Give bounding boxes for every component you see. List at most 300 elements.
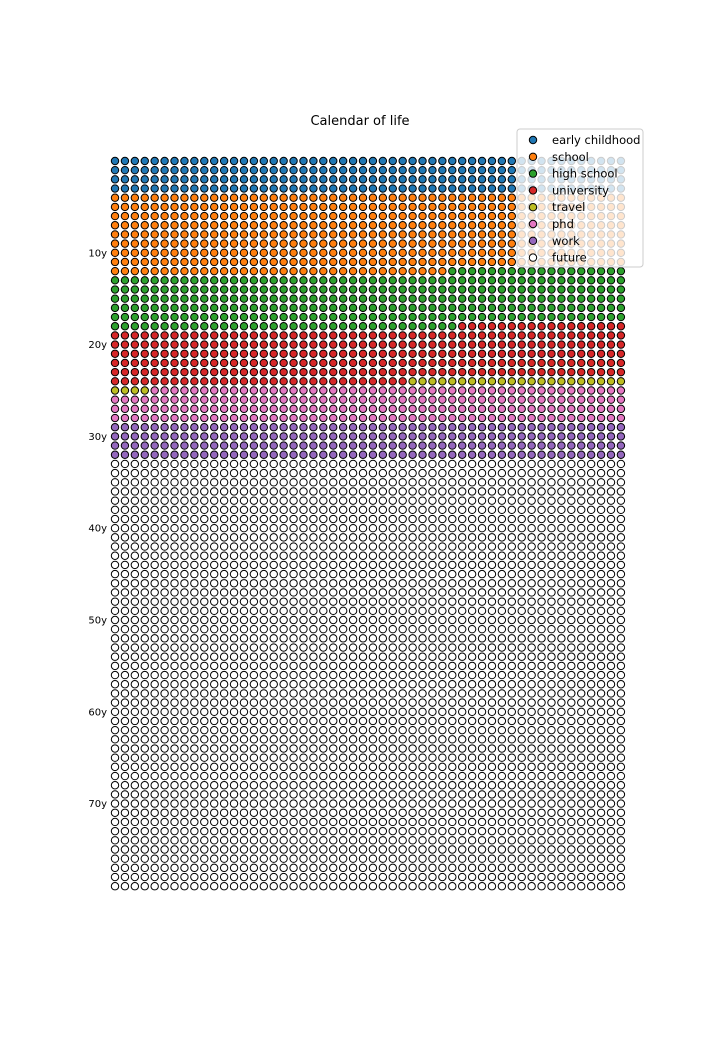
week-dot — [359, 598, 366, 605]
week-dot — [339, 534, 346, 541]
week-dot — [449, 414, 456, 421]
week-dot — [548, 359, 555, 366]
week-dot — [191, 350, 198, 357]
week-dot — [151, 341, 158, 348]
week-dot — [468, 341, 475, 348]
week-dot — [498, 313, 505, 320]
week-dot — [181, 534, 188, 541]
week-dot — [429, 534, 436, 541]
week-dot — [359, 515, 366, 522]
week-dot — [330, 258, 337, 265]
week-dot — [409, 240, 416, 247]
week-dot — [568, 552, 575, 559]
week-dot — [201, 782, 208, 789]
week-dot — [211, 837, 218, 844]
week-dot — [468, 433, 475, 440]
week-dot — [359, 818, 366, 825]
week-dot — [498, 525, 505, 532]
week-dot — [201, 240, 208, 247]
week-dot — [518, 387, 525, 394]
week-dot — [399, 607, 406, 614]
week-dot — [131, 451, 138, 458]
week-dot — [548, 479, 555, 486]
week-dot — [508, 479, 515, 486]
week-dot — [161, 295, 168, 302]
week-dot — [161, 258, 168, 265]
week-dot — [518, 350, 525, 357]
week-dot — [498, 469, 505, 476]
week-dot — [191, 589, 198, 596]
week-dot — [607, 442, 614, 449]
week-dot — [439, 726, 446, 733]
week-dot — [587, 736, 594, 743]
week-dot — [518, 846, 525, 853]
week-dot — [488, 635, 495, 642]
week-dot — [250, 625, 257, 632]
week-dot — [320, 598, 327, 605]
week-dot — [379, 864, 386, 871]
week-dot — [578, 589, 585, 596]
week-dot — [488, 552, 495, 559]
week-dot — [131, 827, 138, 834]
week-dot — [339, 846, 346, 853]
week-dot — [300, 304, 307, 311]
week-dot — [528, 460, 535, 467]
week-dot — [320, 552, 327, 559]
week-dot — [587, 332, 594, 339]
week-dot — [578, 414, 585, 421]
week-dot — [121, 818, 128, 825]
week-dot — [399, 295, 406, 302]
week-dot — [587, 267, 594, 274]
week-dot — [369, 837, 376, 844]
week-dot — [171, 589, 178, 596]
legend-label: future — [552, 250, 587, 265]
week-dot — [161, 662, 168, 669]
week-dot — [459, 332, 466, 339]
week-dot — [220, 442, 227, 449]
week-dot — [220, 396, 227, 403]
week-dot — [389, 855, 396, 862]
week-dot — [280, 883, 287, 890]
week-dot — [211, 332, 218, 339]
week-dot — [548, 396, 555, 403]
week-dot — [181, 323, 188, 330]
week-dot — [419, 286, 426, 293]
week-dot — [161, 359, 168, 366]
week-dot — [320, 717, 327, 724]
week-dot — [389, 662, 396, 669]
week-dot — [181, 763, 188, 770]
week-dot — [339, 451, 346, 458]
week-dot — [181, 497, 188, 504]
week-dot — [578, 653, 585, 660]
week-dot — [349, 671, 356, 678]
week-dot — [151, 772, 158, 779]
week-dot — [419, 304, 426, 311]
week-dot — [171, 855, 178, 862]
week-dot — [339, 203, 346, 210]
week-dot — [161, 405, 168, 412]
week-dot — [121, 157, 128, 164]
week-dot — [131, 745, 138, 752]
week-dot — [339, 616, 346, 623]
week-dot — [230, 515, 237, 522]
week-dot — [558, 864, 565, 871]
week-dot — [250, 497, 257, 504]
week-dot — [349, 350, 356, 357]
week-dot — [270, 699, 277, 706]
week-dot — [121, 414, 128, 421]
week-dot — [538, 653, 545, 660]
week-dot — [429, 543, 436, 550]
week-dot — [607, 589, 614, 596]
week-dot — [389, 763, 396, 770]
week-dot — [201, 506, 208, 513]
week-dot — [409, 818, 416, 825]
week-dot — [260, 846, 267, 853]
week-dot — [260, 616, 267, 623]
week-dot — [280, 616, 287, 623]
week-dot — [419, 570, 426, 577]
week-dot — [429, 644, 436, 651]
week-dot — [578, 616, 585, 623]
week-dot — [399, 479, 406, 486]
week-dot — [151, 864, 158, 871]
week-dot — [548, 653, 555, 660]
week-dot — [131, 754, 138, 761]
week-dot — [429, 525, 436, 532]
week-dot — [330, 736, 337, 743]
week-dot — [191, 515, 198, 522]
week-dot — [111, 570, 118, 577]
week-dot — [250, 883, 257, 890]
week-dot — [439, 286, 446, 293]
week-dot — [211, 469, 218, 476]
week-dot — [607, 387, 614, 394]
week-dot — [459, 295, 466, 302]
week-dot — [250, 809, 257, 816]
week-dot — [478, 772, 485, 779]
week-dot — [310, 332, 317, 339]
week-dot — [607, 717, 614, 724]
week-dot — [379, 506, 386, 513]
week-dot — [131, 589, 138, 596]
week-dot — [419, 644, 426, 651]
week-dot — [558, 782, 565, 789]
week-dot — [349, 212, 356, 219]
week-dot — [260, 433, 267, 440]
week-dot — [419, 166, 426, 173]
week-dot — [320, 671, 327, 678]
week-dot — [468, 525, 475, 532]
week-dot — [419, 277, 426, 284]
week-dot — [151, 350, 158, 357]
week-dot — [300, 589, 307, 596]
week-dot — [597, 405, 604, 412]
week-dot — [240, 313, 247, 320]
week-dot — [429, 332, 436, 339]
week-dot — [597, 552, 604, 559]
week-dot — [617, 607, 624, 614]
week-dot — [211, 185, 218, 192]
week-dot — [161, 754, 168, 761]
week-dot — [518, 469, 525, 476]
week-dot — [171, 194, 178, 201]
week-dot — [468, 469, 475, 476]
week-dot — [280, 625, 287, 632]
week-dot — [578, 782, 585, 789]
week-dot — [488, 800, 495, 807]
week-dot — [220, 818, 227, 825]
week-dot — [151, 433, 158, 440]
y-tick-label: 50y — [88, 615, 107, 627]
week-dot — [320, 515, 327, 522]
week-dot — [240, 396, 247, 403]
week-dot — [151, 635, 158, 642]
week-dot — [478, 194, 485, 201]
week-dot — [240, 653, 247, 660]
week-dot — [171, 506, 178, 513]
week-dot — [220, 726, 227, 733]
week-dot — [181, 414, 188, 421]
week-dot — [359, 561, 366, 568]
week-dot — [459, 708, 466, 715]
week-dot — [607, 837, 614, 844]
week-dot — [459, 277, 466, 284]
week-dot — [369, 488, 376, 495]
week-dot — [171, 846, 178, 853]
week-dot — [538, 589, 545, 596]
week-dot — [359, 277, 366, 284]
week-dot — [161, 350, 168, 357]
week-dot — [181, 176, 188, 183]
week-dot — [330, 277, 337, 284]
week-dot — [290, 763, 297, 770]
week-dot — [181, 772, 188, 779]
week-dot — [300, 616, 307, 623]
week-dot — [310, 469, 317, 476]
week-dot — [250, 827, 257, 834]
week-dot — [171, 442, 178, 449]
week-dot — [280, 194, 287, 201]
week-dot — [359, 396, 366, 403]
week-dot — [578, 754, 585, 761]
week-dot — [548, 717, 555, 724]
week-dot — [181, 791, 188, 798]
week-dot — [568, 323, 575, 330]
week-dot — [498, 782, 505, 789]
week-dot — [587, 818, 594, 825]
week-dot — [578, 883, 585, 890]
week-dot — [270, 313, 277, 320]
week-dot — [548, 424, 555, 431]
week-dot — [131, 267, 138, 274]
week-dot — [300, 451, 307, 458]
week-dot — [498, 589, 505, 596]
week-dot — [211, 304, 218, 311]
week-dot — [250, 717, 257, 724]
week-dot — [260, 203, 267, 210]
week-dot — [240, 864, 247, 871]
week-dot — [250, 690, 257, 697]
week-dot — [528, 295, 535, 302]
week-dot — [379, 451, 386, 458]
week-dot — [548, 772, 555, 779]
week-dot — [121, 800, 128, 807]
week-dot — [339, 313, 346, 320]
week-dot — [459, 166, 466, 173]
week-dot — [528, 323, 535, 330]
week-dot — [359, 304, 366, 311]
week-dot — [121, 846, 128, 853]
week-dot — [508, 543, 515, 550]
week-dot — [270, 414, 277, 421]
week-dot — [488, 194, 495, 201]
week-dot — [250, 662, 257, 669]
week-dot — [449, 387, 456, 394]
week-dot — [290, 726, 297, 733]
week-dot — [538, 671, 545, 678]
week-dot — [429, 681, 436, 688]
week-dot — [260, 405, 267, 412]
week-dot — [280, 534, 287, 541]
week-dot — [578, 772, 585, 779]
week-dot — [607, 350, 614, 357]
week-dot — [359, 653, 366, 660]
week-dot — [191, 717, 198, 724]
week-dot — [131, 479, 138, 486]
week-dot — [280, 607, 287, 614]
week-dot — [240, 708, 247, 715]
week-dot — [270, 304, 277, 311]
week-dot — [270, 543, 277, 550]
week-dot — [290, 607, 297, 614]
week-dot — [548, 800, 555, 807]
week-dot — [171, 222, 178, 229]
week-dot — [250, 772, 257, 779]
week-dot — [151, 267, 158, 274]
week-dot — [111, 176, 118, 183]
week-dot — [191, 368, 198, 375]
week-dot — [240, 772, 247, 779]
week-dot — [171, 166, 178, 173]
week-dot — [449, 249, 456, 256]
week-dot — [151, 809, 158, 816]
week-dot — [389, 249, 396, 256]
week-dot — [607, 405, 614, 412]
week-dot — [538, 304, 545, 311]
week-dot — [439, 607, 446, 614]
week-dot — [260, 827, 267, 834]
week-dot — [518, 644, 525, 651]
week-dot — [449, 745, 456, 752]
week-dot — [171, 625, 178, 632]
week-dot — [250, 451, 257, 458]
week-dot — [538, 699, 545, 706]
week-dot — [290, 497, 297, 504]
week-dot — [131, 442, 138, 449]
week-dot — [409, 323, 416, 330]
week-dot — [369, 166, 376, 173]
week-dot — [369, 341, 376, 348]
week-dot — [191, 855, 198, 862]
week-dot — [429, 726, 436, 733]
week-dot — [181, 827, 188, 834]
week-dot — [548, 277, 555, 284]
week-dot — [439, 589, 446, 596]
week-dot — [250, 708, 257, 715]
week-dot — [111, 864, 118, 871]
week-dot — [131, 772, 138, 779]
week-dot — [250, 460, 257, 467]
week-dot — [171, 396, 178, 403]
week-dot — [578, 525, 585, 532]
week-dot — [230, 240, 237, 247]
week-dot — [260, 378, 267, 385]
week-dot — [468, 515, 475, 522]
week-dot — [171, 772, 178, 779]
week-dot — [349, 488, 356, 495]
week-dot — [141, 864, 148, 871]
week-dot — [191, 745, 198, 752]
week-dot — [558, 341, 565, 348]
week-dot — [548, 341, 555, 348]
week-dot — [409, 488, 416, 495]
week-dot — [498, 231, 505, 238]
week-dot — [131, 598, 138, 605]
week-dot — [181, 433, 188, 440]
week-dot — [270, 222, 277, 229]
week-dot — [141, 488, 148, 495]
week-dot — [518, 396, 525, 403]
week-dot — [121, 837, 128, 844]
week-dot — [409, 258, 416, 265]
week-dot — [558, 543, 565, 550]
week-dot — [379, 837, 386, 844]
week-dot — [260, 157, 267, 164]
week-dot — [211, 754, 218, 761]
week-dot — [439, 387, 446, 394]
week-dot — [359, 543, 366, 550]
week-dot — [399, 368, 406, 375]
week-dot — [211, 525, 218, 532]
week-dot — [260, 176, 267, 183]
week-dot — [280, 818, 287, 825]
week-dot — [270, 267, 277, 274]
week-dot — [240, 837, 247, 844]
week-dot — [468, 249, 475, 256]
week-dot — [339, 368, 346, 375]
week-dot — [498, 277, 505, 284]
week-dot — [171, 304, 178, 311]
week-dot — [220, 194, 227, 201]
week-dot — [468, 176, 475, 183]
week-dot — [290, 543, 297, 550]
week-dot — [121, 809, 128, 816]
week-dot — [478, 203, 485, 210]
week-dot — [320, 653, 327, 660]
week-dot — [488, 176, 495, 183]
week-dot — [211, 708, 218, 715]
week-dot — [181, 212, 188, 219]
week-dot — [260, 469, 267, 476]
week-dot — [339, 506, 346, 513]
week-dot — [459, 396, 466, 403]
week-dot — [320, 359, 327, 366]
week-dot — [181, 249, 188, 256]
week-dot — [419, 433, 426, 440]
